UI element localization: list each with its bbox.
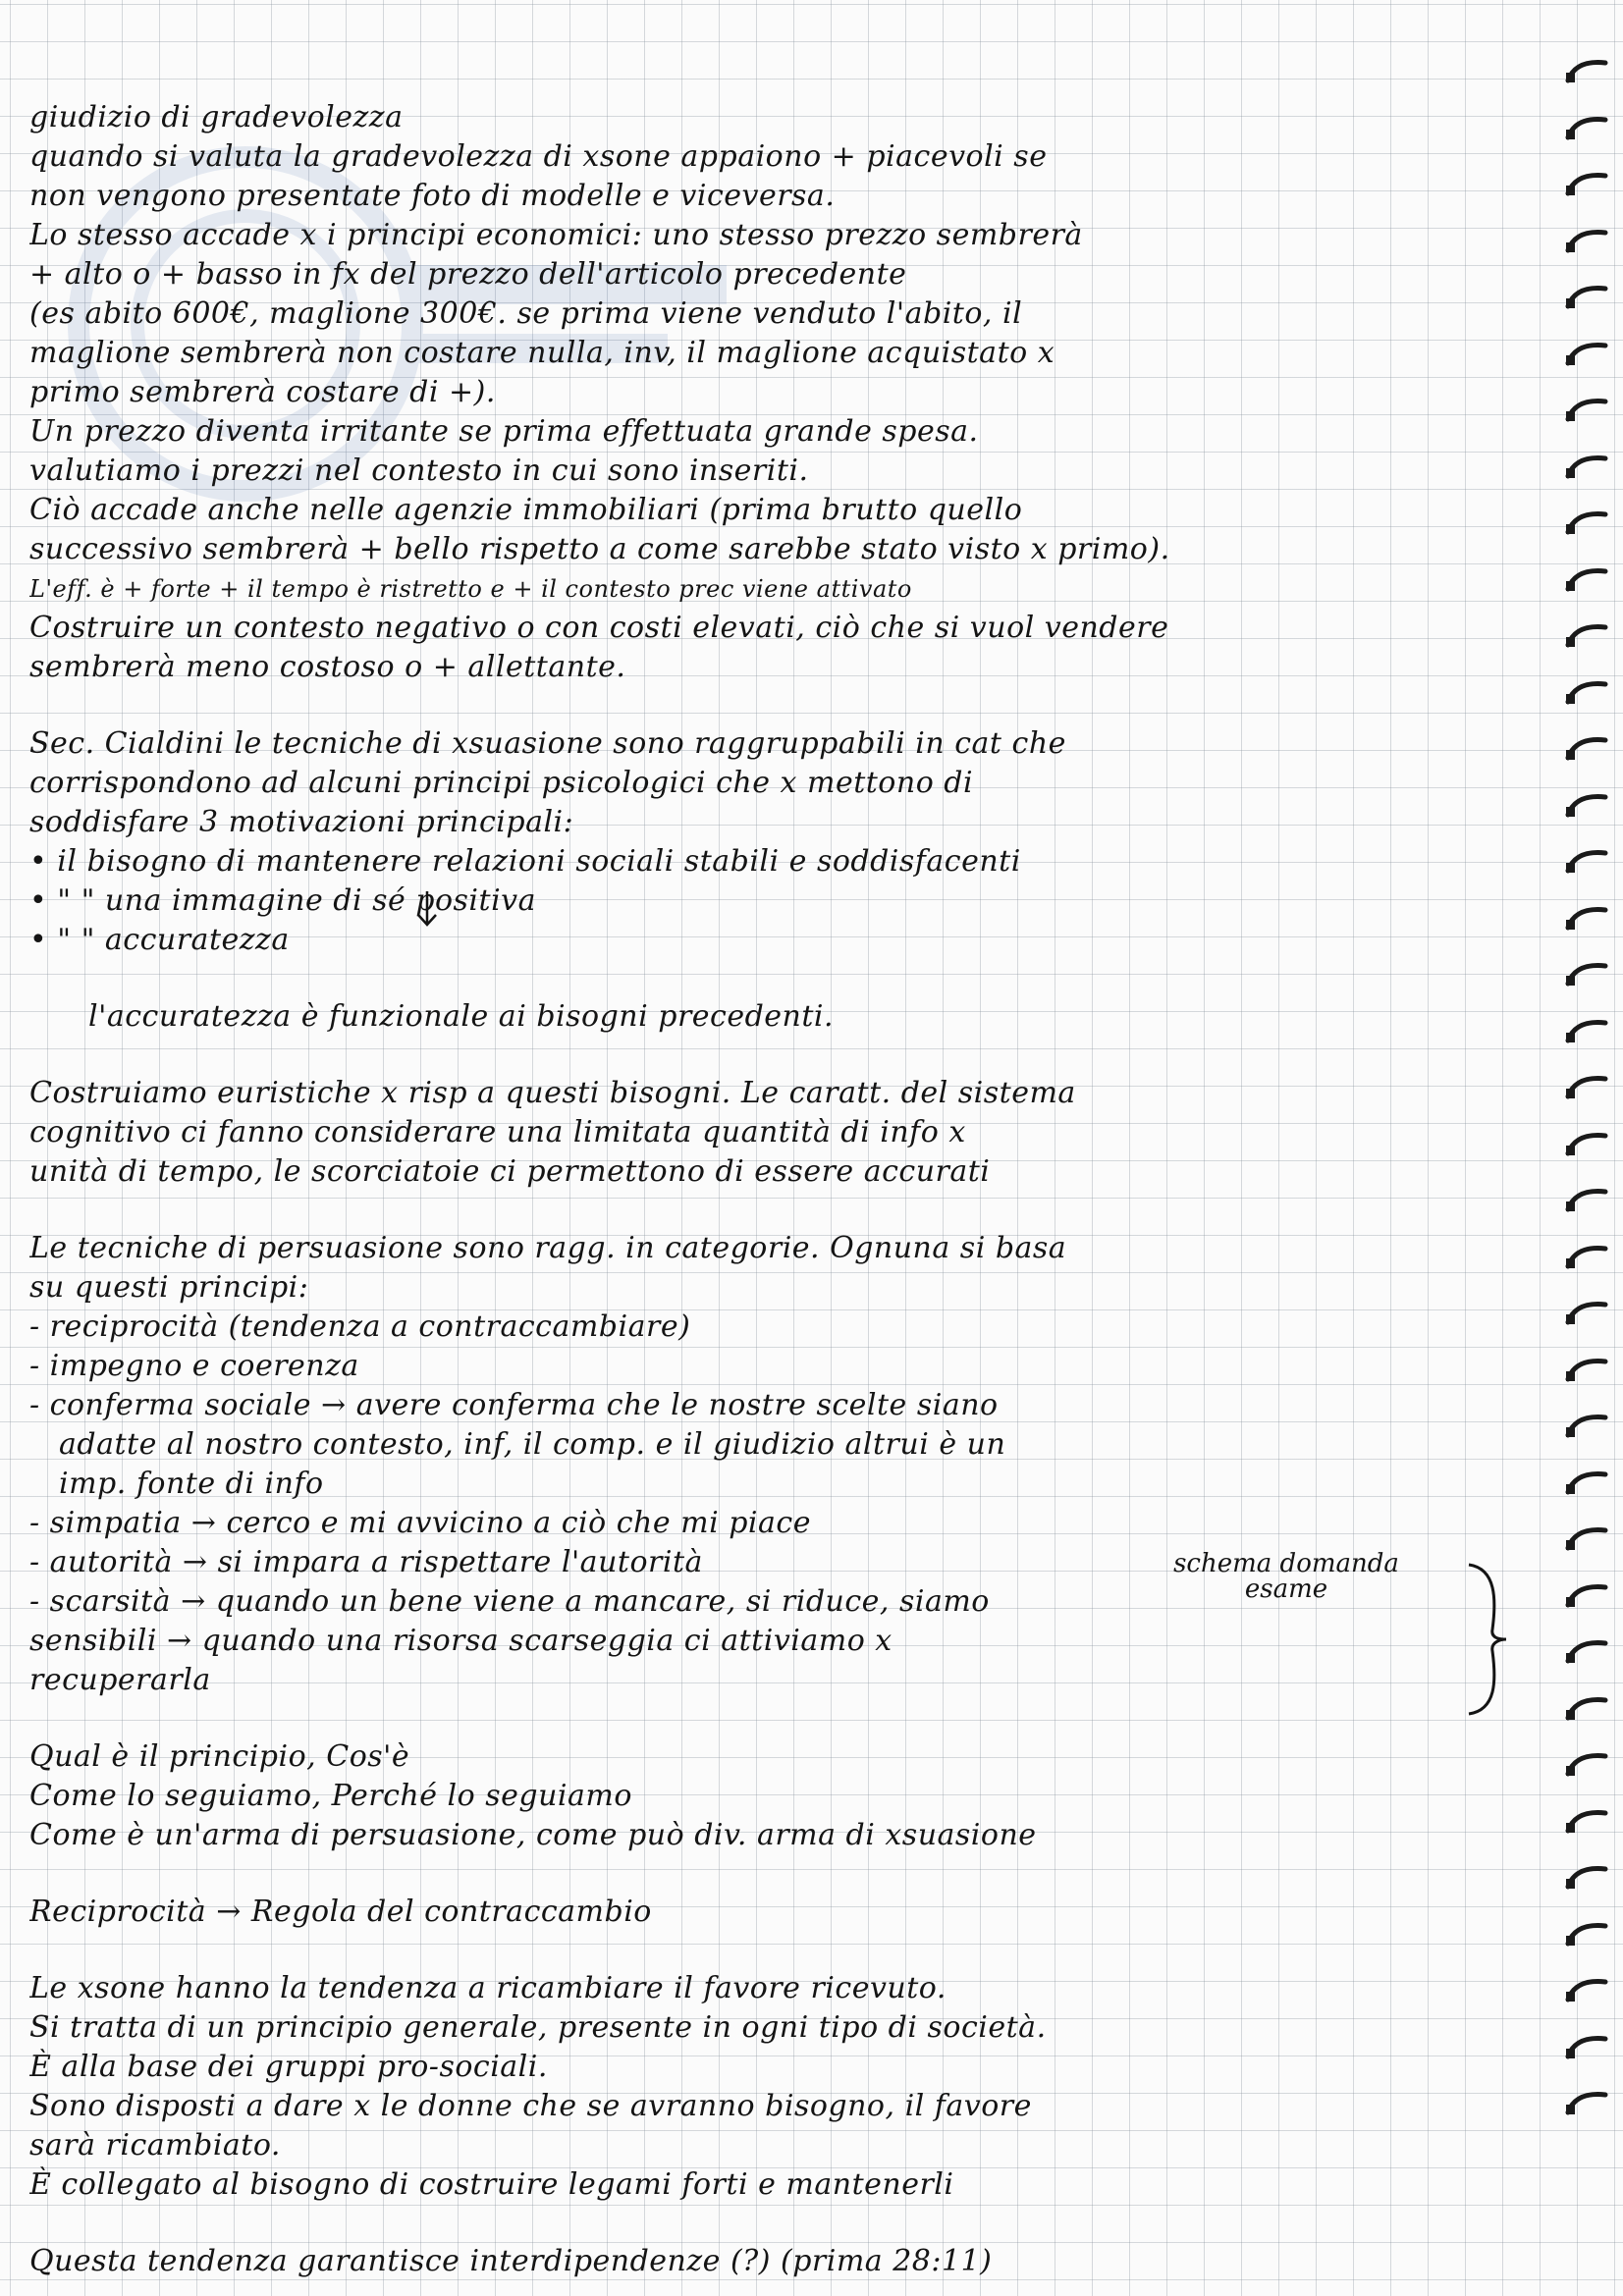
spiral-ring xyxy=(1564,1245,1609,1270)
arrow-down-icon xyxy=(412,889,442,929)
note-line: sensibili → quando una risorsa scarseggia ci attiviamo x xyxy=(29,1624,893,1658)
note-line: - impegno e coerenza xyxy=(29,1349,359,1383)
note-line: successivo sembrerà + bello rispetto a come sarebbe stato visto x primo). xyxy=(29,532,1170,566)
spiral-ring xyxy=(1564,2035,1609,2060)
spiral-ring xyxy=(1564,1188,1609,1213)
spiral-ring xyxy=(1564,1414,1609,1439)
note-line: Sec. Cialdini le tecniche di xsuasione sono raggruppabili in cat che xyxy=(29,726,1066,761)
spiral-ring xyxy=(1564,510,1609,536)
spiral-ring xyxy=(1564,59,1609,84)
spiral-ring xyxy=(1564,1075,1609,1100)
spiral-ring xyxy=(1564,680,1609,706)
note-line: sembrerà meno costoso o + allettante. xyxy=(29,650,626,684)
spiral-ring xyxy=(1564,1583,1609,1609)
note-line: L'eff. è + forte + il tempo è ristretto e + il contesto prec viene attivato xyxy=(29,575,912,603)
note-line: cognitivo ci fanno considerare una limitata quantità di info x xyxy=(29,1115,966,1149)
note-line: Qual è il principio, Cos'è xyxy=(29,1739,410,1774)
note-line: su questi principi: xyxy=(29,1270,309,1305)
spiral-ring xyxy=(1564,623,1609,649)
note-line: primo sembrerà costare di +). xyxy=(29,375,496,409)
note-line: - simpatia → cerco e mi avvicino a ciò che mi piace xyxy=(29,1506,811,1540)
exam-questions-block xyxy=(29,1737,1522,1855)
note-line: l'accuratezza è funzionale ai bisogni precedenti. xyxy=(88,999,835,1034)
note-line: Un prezzo diventa irritante se prima effettuata grande spesa. xyxy=(29,414,979,449)
spiral-ring xyxy=(1564,2091,1609,2116)
spiral-ring xyxy=(1564,1639,1609,1665)
note-line: unità di tempo, le scorciatoie ci permettono di essere accurati xyxy=(29,1154,991,1189)
note-line: non vengono presentate foto di modelle e viceversa. xyxy=(29,179,836,213)
note-line: Le xsone hanno la tendenza a ricambiare il favore ricevuto. xyxy=(29,1971,947,2005)
note-line: Ciò accade anche nelle agenzie immobiliari (prima brutto quello xyxy=(29,493,1023,527)
spiral-ring xyxy=(1564,1019,1609,1044)
spiral-ring xyxy=(1564,1809,1609,1835)
note-line: - conferma sociale → avere conferma che le nostre scelte siano xyxy=(29,1388,999,1422)
note-line: maglione sembrerà non costare nulla, inv, il maglione acquistato x xyxy=(29,336,1055,370)
note-line: • " " accuratezza xyxy=(29,923,290,957)
spiral-ring xyxy=(1564,1470,1609,1496)
spiral-ring xyxy=(1564,736,1609,762)
spiral-ring xyxy=(1564,849,1609,875)
note-line: recuperarla xyxy=(29,1663,211,1697)
curly-brace-icon xyxy=(1463,1561,1512,1718)
note-line: Costruiamo euristiche x risp a questi bisogni. Le caratt. del sistema xyxy=(29,1076,1076,1110)
note-line: Reciprocità → Regola del contraccambio xyxy=(29,1895,652,1929)
spiral-ring xyxy=(1564,962,1609,988)
note-line: • il bisogno di mantenere relazioni sociali stabili e soddisfacenti xyxy=(29,844,1021,879)
spiral-ring xyxy=(1564,793,1609,819)
spiral-ring xyxy=(1564,172,1609,197)
note-line: Questa tendenza garantisce interdipendenze (?) (prima 28:11) xyxy=(29,2244,993,2278)
note-line: + alto o + basso in fx del prezzo dell'articolo precedente xyxy=(29,257,907,292)
note-line: adatte al nostro contesto, inf, il comp. e il giudizio altrui è un xyxy=(59,1427,1006,1462)
spiral-ring xyxy=(1564,1922,1609,1948)
note-line: È collegato al bisogno di costruire legami forti e mantenerli xyxy=(29,2167,954,2202)
spiral-ring xyxy=(1564,285,1609,310)
note-line: valutiamo i prezzi nel contesto in cui sono inseriti. xyxy=(29,454,809,488)
note-line: sarà ricambiato. xyxy=(29,2128,281,2163)
note-line: soddisfare 3 motivazioni principali: xyxy=(29,805,574,839)
note-line: - scarsità → quando un bene viene a mancare, si riduce, siamo xyxy=(29,1584,990,1619)
spiral-ring xyxy=(1564,116,1609,141)
note-line: Si tratta di un principio generale, presente in ogni tipo di società. xyxy=(29,2010,1047,2045)
spiral-ring xyxy=(1564,1865,1609,1891)
note-line: (es abito 600€, maglione 300€. se prima viene venduto l'abito, il xyxy=(29,296,1023,331)
spiral-ring xyxy=(1564,454,1609,480)
note-line: Sono disposti a dare x le donne che se avranno bisogno, il favore xyxy=(29,2089,1032,2123)
spiral-ring xyxy=(1564,1526,1609,1552)
spiral-ring xyxy=(1564,1696,1609,1722)
spiral-ring xyxy=(1564,906,1609,932)
note-line: Come lo seguiamo, Perché lo seguiamo xyxy=(29,1779,632,1813)
note-line: imp. fonte di info xyxy=(59,1467,324,1501)
handwritten-notes xyxy=(29,98,1522,2281)
spiral-ring xyxy=(1564,1132,1609,1157)
spiral-ring xyxy=(1564,229,1609,254)
note-line: Costruire un contesto negativo o con costi elevati, ciò che si vuol vendere xyxy=(29,611,1169,645)
spiral-ring xyxy=(1564,1752,1609,1778)
note-line: - autorità → si impara a rispettare l'autorità xyxy=(29,1545,703,1579)
note-line: giudizio di gradevolezza xyxy=(29,100,404,134)
note-line: • " " una immagine di sé positiva xyxy=(29,883,537,918)
note-line: - reciprocità (tendenza a contraccambiare) xyxy=(29,1309,691,1344)
note-line: corrispondono ad alcuni principi psicologici che x mettono di xyxy=(29,766,974,800)
note-line: quando si valuta la gradevolezza di xsone appaiono + piacevoli se xyxy=(29,139,1048,174)
exam-schema-note: schema domanda esame xyxy=(1173,1549,1399,1604)
spiral-ring xyxy=(1564,342,1609,367)
spiral-ring xyxy=(1564,567,1609,593)
note-line: Le tecniche di persuasione sono ragg. in categorie. Ognuna si basa xyxy=(29,1231,1067,1265)
spiral-ring xyxy=(1564,398,1609,423)
spiral-binding xyxy=(1544,59,1623,2160)
note-line: È alla base dei gruppi pro-sociali. xyxy=(29,2050,548,2084)
note-line: Lo stesso accade x i principi economici: uno stesso prezzo sembrerà xyxy=(29,218,1083,252)
spiral-ring xyxy=(1564,1358,1609,1383)
spiral-ring xyxy=(1564,1301,1609,1326)
spiral-ring xyxy=(1564,1978,1609,2003)
note-line: Come è un'arma di persuasione, come può div. arma di xsuasione xyxy=(29,1818,1037,1852)
